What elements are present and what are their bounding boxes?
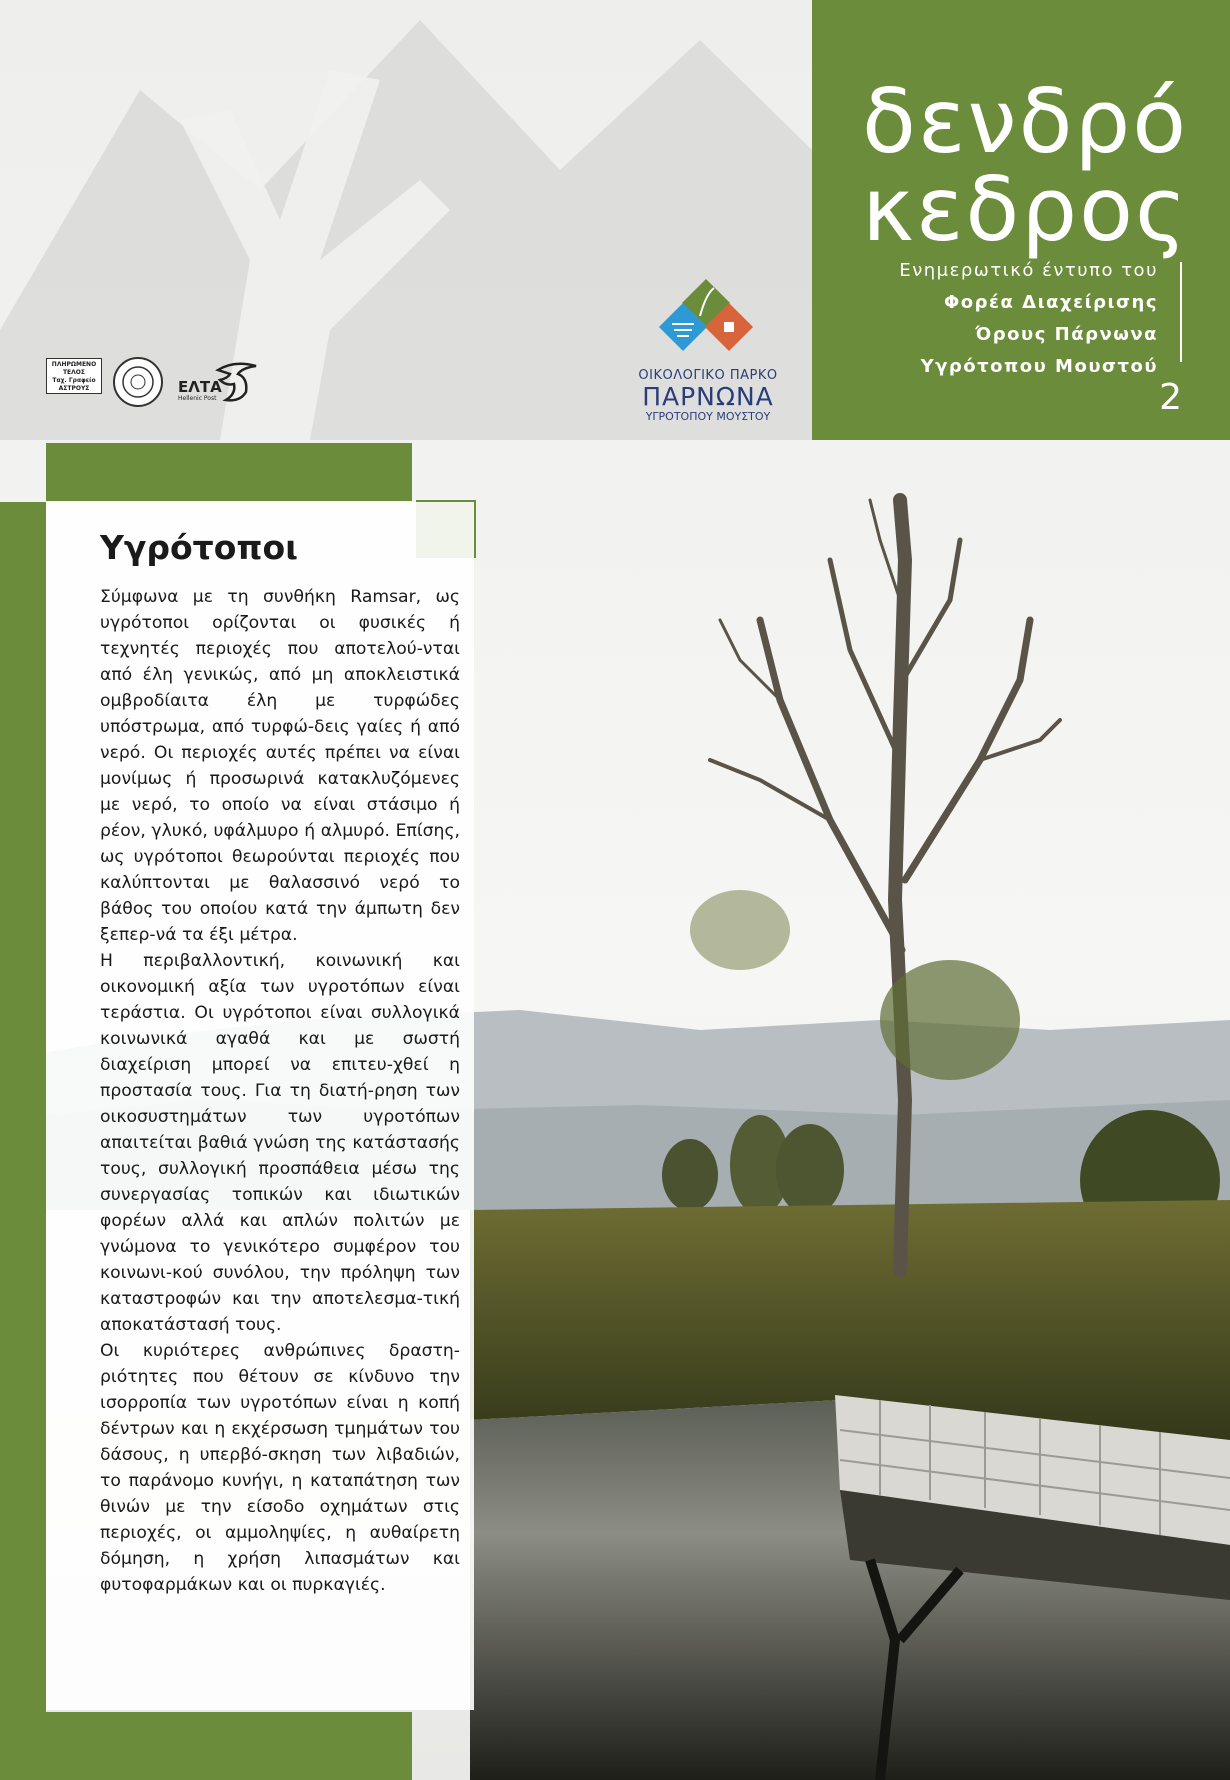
masthead-title-line1: δενδρό	[862, 70, 1189, 173]
article-paragraph-1: Σύμφωνα με τη συνθήκη Ramsar, ως υγρότοποι ορίζονται οι φυσικές ή τεχνητές περιοχές που αποτελού-νται από έλη γενικώς, από μη αποκλειστικά ομβροδίαιτα έλη με τυρφώδες υπόστρωμα, από τυρφώ-δεις γαίες ή από νερό. Οι περιοχές αυτές πρέπει να είναι μονίμως ή προσωρινά κατακλυζόμενες με νερό, το οποίο να είναι στάσιμο ή ρέον, γλυκό, υφάλμυρο ή αλμυρό. Επίσης, ως υγρότοποι θεωρούνται περιοχές που καλύπτονται με θαλασσινό νερό το βάθος του οποίου κατά την άμπωτη δεν ξεπερ-νά τα έξι μέτρα.	[100, 587, 460, 945]
masthead-subtitle	[899, 255, 1158, 383]
masthead-subtitle-line4: Υγρότοπου Μουστού	[920, 356, 1158, 377]
stamp-line4: ΑΣΤΡΟΥΣ	[58, 385, 90, 392]
elta-sublabel: Hellenic Post	[178, 395, 217, 402]
article-body	[100, 584, 460, 1598]
stamp-line2: ΤΕΛΟΣ	[62, 369, 86, 376]
elta-label: ΕΛΤΑ	[178, 378, 222, 396]
issue-number: 2	[1159, 377, 1182, 418]
green-frame-top	[46, 443, 412, 501]
article-column	[46, 502, 474, 1710]
masthead-subtitle-line1: Ενημερωτικό έντυπο του	[899, 260, 1158, 281]
logo-line1: ΟΙΚΟΛΟΓΙΚΟ ΠΑΡΚΟ	[638, 368, 778, 383]
stamp-line3: Ταχ. Γραφείο	[52, 377, 96, 384]
masthead-subtitle-line2: Φορέα Διαχείρισης	[943, 292, 1158, 313]
masthead-subtitle-line3: Όρους Πάρνωνα	[975, 324, 1158, 345]
periodical-seal-icon	[112, 356, 164, 408]
masthead-title-line2: κεδρος	[862, 158, 1189, 261]
article-heading: Υγρότοποι	[100, 528, 299, 567]
masthead-title	[862, 70, 1189, 261]
logo-line2: ΠΑΡΝΩΝΑ	[642, 382, 774, 411]
masthead	[812, 0, 1230, 440]
article-paragraph-3: Οι κυριότερες ανθρώπινες δραστη-ριότητες που θέτουν σε κίνδυνο την ισορροπία των υγροτόπων είναι η κοπή δέντρων και η εκχέρσωση τμημάτων του δάσους, η υπερβό-σκηση των λιβαδιών, το παράνομο κυνήγι, η καταπάτηση των θινών με την είσοδο οχημάτων στις περιοχές, οι αμμοληψίες, η αυθαίρετη δόμηση, η χρήση λιπασμάτων και φυτοφαρμάκων και οι πυρκαγιές.	[100, 1341, 460, 1595]
stamp-line1: ΠΛΗΡΩΜΕΝΟ	[51, 361, 97, 368]
logo-line3: ΥΓΡΟΤΟΠΟΥ ΜΟΥΣΤΟΥ	[645, 410, 771, 423]
park-logo	[628, 276, 788, 422]
green-frame-bottom	[46, 1712, 412, 1780]
postage-paid-stamp-icon	[46, 358, 102, 394]
park-logo-icon	[628, 276, 788, 368]
green-frame-side	[0, 502, 46, 1780]
article-paragraph-2: Η περιβαλλοντική, κοινωνική και οικονομική αξία των υγροτόπων είναι τεράστια. Οι υγρότοποι είναι συλλογικά κοινωνικά αγαθά και με σωστή διαχείριση μπορεί να επιτευ-χθεί η προστασία τους. Για τη διατή-ρηση των οικοσυστημάτων των υγροτόπων απαιτείται βαθιά γνώση της κατάστασής τους, συλλογική προσπάθεια μέσω της συνεργασίας τοπικών και ιδιωτικών φορέων αλλά και απλών πολιτών με γνώμονα το γενικότερο συμφέρον του κοινωνι-κού συνόλου, την πρόληψη των καταστροφών και την αποτελεσμα-τική αποκατάστασή τους.	[100, 951, 460, 1335]
masthead-divider	[1180, 262, 1182, 362]
